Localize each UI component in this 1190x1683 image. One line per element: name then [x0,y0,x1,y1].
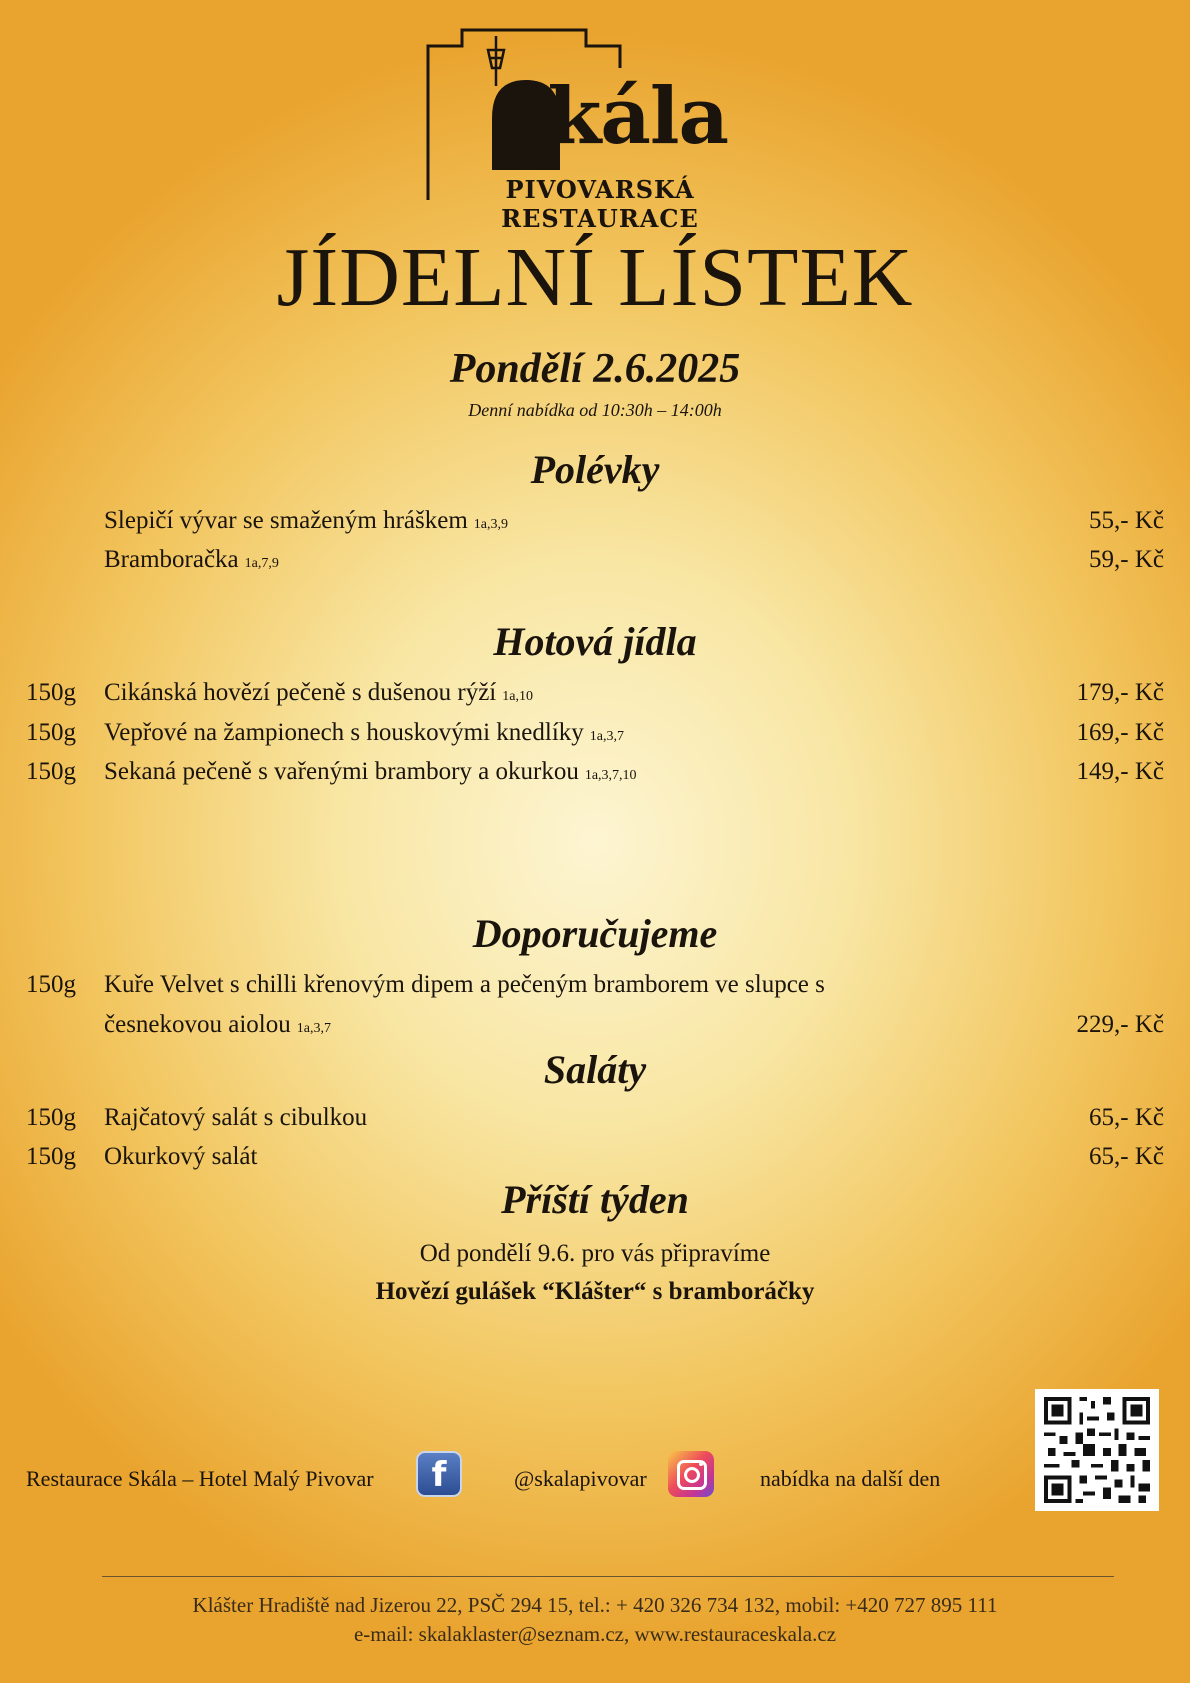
item-price: 65,- Kč [1089,1104,1164,1131]
item-allergens: 1a,3,7 [296,1021,331,1036]
menu-item [26,1143,1164,1177]
menu-date: Pondělí 2.6.2025 [449,346,741,392]
item-name: Cikánská hovězí pečeně s dušenou rýží 1a,10 [104,679,533,706]
item-price: 55,- Kč [1089,507,1164,534]
instagram-handle[interactable]: @skalapivovar [514,1466,647,1491]
item-weight: 150g [26,1104,76,1131]
item-price: 169,- Kč [1076,719,1164,746]
item-name: Sekaná pečeně s vařenými brambory a okurkou 1a,3,7,10 [104,758,637,785]
section-title-salads: Saláty [543,1047,647,1092]
item-price: 65,- Kč [1089,1143,1164,1170]
item-price: 149,- Kč [1076,758,1164,785]
item-allergens: 1a,7,9 [244,556,279,571]
item-weight: 150g [26,719,76,746]
page-title: JÍDELNÍ LÍSTEK [276,231,914,324]
item-name: Rajčatový salát s cibulkou [104,1104,368,1131]
footer-address: Klášter Hradiště nad Jizerou 22, PSČ 294 15, tel.: + 420 326 734 132, mobil: +420 727 895 111 [192,1593,998,1617]
next-week-intro: Od pondělí 9.6. pro vás připravíme [419,1240,771,1267]
item-allergens: 1a,10 [502,689,533,704]
menu-item [26,507,1164,541]
item-allergens: 1a,3,7,10 [584,768,637,783]
brand-name: Skála [492,71,729,162]
menu-item [26,758,1164,792]
item-price: 59,- Kč [1089,546,1164,573]
serving-hours: Denní nabídka od 10:30h – 14:00h [468,400,722,420]
menu-item [26,1104,1164,1138]
brand-subtitle: PIVOVARSKÁ RESTAURACE [501,175,699,233]
item-price: 229,- Kč [1076,1011,1164,1038]
menu-item [26,971,1164,1005]
item-allergens: 1a,3,7 [589,729,624,744]
next-week-dish: Hovězí gulášek “Klášter“ s bramboráčky [375,1278,815,1305]
instagram-icon[interactable] [668,1451,714,1497]
section-title-next-week: Příští týden [501,1177,689,1222]
restaurant-name: Restaurace Skála – Hotel Malý Pivovar [26,1466,374,1491]
item-name: česnekovou aiolou 1a,3,7 [104,1011,331,1038]
item-allergens: 1a,3,9 [473,517,509,532]
section-title-recommend: Doporučujeme [472,911,718,956]
footer-divider [102,1576,1114,1577]
menu-item [26,546,1164,580]
item-weight: 150g [26,971,76,998]
item-name: Kuře Velvet s chilli křenovým dipem a pečeným bramborem ve slupce s [104,971,825,998]
menu-item [26,679,1164,713]
item-weight: 150g [26,758,76,785]
item-name: Vepřové na žampionech s houskovými knedlíky 1a,3,7 [104,719,624,746]
section-title-mains: Hotová jídla [493,619,697,664]
facebook-icon[interactable]: f [416,1451,462,1497]
qr-code-icon[interactable] [1035,1389,1159,1511]
item-weight: 150g [26,679,76,706]
item-price: 179,- Kč [1076,679,1164,706]
item-name: Bramboračka 1a,7,9 [104,546,279,573]
item-weight: 150g [26,1143,76,1170]
section-title-soups: Polévky [530,447,660,492]
menu-item-continued [26,1011,1164,1045]
footer-contact: e-mail: skalaklaster@seznam.cz, www.restauraceskala.cz [353,1622,837,1646]
menu-item [26,719,1164,753]
item-name: Slepičí vývar se smaženým hráškem 1a,3,9 [104,507,509,534]
next-day-offer-label: nabídka na další den [760,1466,941,1491]
item-name: Okurkový salát [104,1143,258,1170]
